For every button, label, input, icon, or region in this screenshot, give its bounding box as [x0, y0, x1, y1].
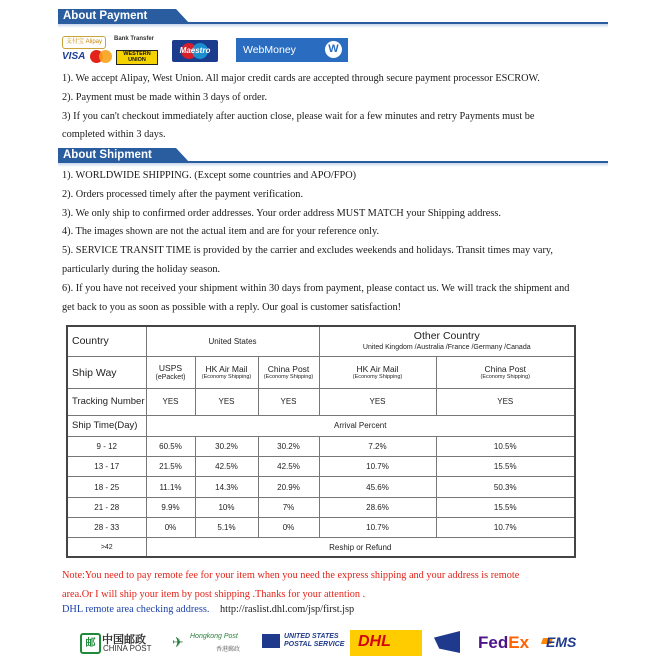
shipment-heading: About Shipment	[58, 148, 176, 163]
dhl-remote-area-line	[62, 604, 354, 615]
hongkong-post-logo: ✈ Hongkong Post 香港郵政	[172, 633, 241, 653]
mastercard-logo	[90, 50, 112, 63]
payment-line-4: completed within 3 days.	[62, 129, 166, 140]
table-row	[67, 477, 575, 497]
ship-time-label: Ship Time(Day)	[67, 415, 146, 436]
china-post-other-cell: China Post (Economy Shipping)	[436, 356, 575, 388]
tracking-label: Tracking Number	[67, 389, 146, 415]
bank-transfer-logo: Bank Transfer	[114, 36, 155, 42]
ems-logo: EMS	[542, 630, 590, 656]
table-row	[67, 497, 575, 517]
percent-cell: 30.2%	[195, 436, 258, 456]
remote-fee-note-line-1: Note:You need to pay remote fee for your item when you need the express shipping and your address is remote	[62, 570, 520, 581]
payment-heading: About Payment	[58, 9, 176, 24]
remote-fee-note-line-2: area.Or I will ship your item by post shipping .Thanks for your attention .	[62, 589, 366, 600]
webmoney-globe-icon: W	[325, 41, 342, 58]
reship-refund-cell: Reship or Refund	[146, 538, 575, 557]
range-cell: 9 - 12	[67, 436, 146, 456]
maestro-logo: Maestro	[172, 40, 218, 62]
range-cell: 13 - 17	[67, 457, 146, 477]
percent-cell: 50.3%	[436, 477, 575, 497]
range-cell: 28 - 33	[67, 517, 146, 537]
shipment-line-1: 1). WORLDWIDE SHIPPING. (Except some countries and APO/FPO)	[62, 170, 357, 181]
payment-line-2: 2). Payment must be made within 3 days of order.	[62, 92, 268, 103]
percent-cell: 15.5%	[436, 497, 575, 517]
usps-cell: USPS (ePacket)	[146, 356, 195, 388]
percent-cell: 10.7%	[436, 517, 575, 537]
other-country-list: United Kingdom /Australia /France /Germany /Canada	[362, 344, 531, 352]
table-row	[67, 457, 575, 477]
shipment-line-5: 5). SERVICE TRANSIT TIME is provided by the carrier and excludes weekends and holidays. Transit times may vary,	[62, 245, 553, 256]
percent-cell: 10.7%	[319, 517, 436, 537]
payment-logos	[62, 36, 362, 66]
table-row	[67, 326, 575, 356]
shipment-line-4: 4). The images shown are not the actual item and are for your reference only.	[62, 226, 380, 237]
hongkong-post-bird-icon: ✈	[172, 634, 184, 650]
table-row	[67, 389, 575, 415]
tracking-yes: YES	[258, 389, 319, 415]
china-post-emblem-icon: 邮	[80, 633, 101, 654]
dhl-remote-area-link[interactable]: http://raslist.dhl.com/jsp/first.jsp	[220, 604, 355, 615]
webmoney-logo: WebMoney W	[236, 38, 348, 62]
percent-cell: 9.9%	[146, 497, 195, 517]
shipment-line-6: particularly during the holiday season.	[62, 264, 221, 275]
shipment-line-8: get back to you as soon as possible with a reply. Our goal is customer satisfaction!	[62, 302, 402, 313]
western-union-logo: WESTERN UNION	[116, 50, 158, 65]
shipping-table	[66, 325, 576, 558]
tracking-yes: YES	[319, 389, 436, 415]
percent-cell: 10.7%	[319, 457, 436, 477]
percent-cell: 7.2%	[319, 436, 436, 456]
percent-cell: 14.3%	[195, 477, 258, 497]
fedex-logo: FedEx	[478, 633, 530, 652]
country-header: Country	[67, 326, 146, 356]
range-cell: 18 - 25	[67, 477, 146, 497]
arrival-percent-header: Arrival Percent	[146, 415, 575, 436]
percent-cell: 10%	[195, 497, 258, 517]
percent-cell: 7%	[258, 497, 319, 517]
shipment-line-7: 6). If you have not received your shipment within 30 days from payment, please contact us. We will track the shipment and	[62, 283, 570, 294]
hk-air-mail-cell: HK Air Mail (Economy Shipping)	[195, 356, 258, 388]
other-country-header: Other Country United Kingdom /Australia /France /Germany /Canada	[319, 326, 575, 356]
carrier-logos	[80, 630, 590, 656]
dhl-remote-area-label: DHL remote area checking address.	[62, 604, 210, 615]
range-cell: >42	[67, 538, 146, 557]
percent-cell: 42.5%	[195, 457, 258, 477]
percent-cell: 42.5%	[258, 457, 319, 477]
usps-eagle-logo	[428, 630, 468, 656]
percent-cell: 5.1%	[195, 517, 258, 537]
percent-cell: 15.5%	[436, 457, 575, 477]
eagle-icon	[434, 631, 460, 653]
percent-cell: 60.5%	[146, 436, 195, 456]
usps-eagle-icon	[262, 634, 280, 648]
table-row	[67, 356, 575, 388]
percent-cell: 10.5%	[436, 436, 575, 456]
table-row	[67, 538, 575, 557]
percent-cell: 11.1%	[146, 477, 195, 497]
table-row	[67, 436, 575, 456]
percent-cell: 21.5%	[146, 457, 195, 477]
visa-logo: VISA	[62, 51, 86, 62]
hk-air-mail-other-cell: HK Air Mail (Economy Shipping)	[319, 356, 436, 388]
shipment-line-3: 3). We only ship to confirmed order addresses. Your order address MUST MATCH your Shipping address.	[62, 208, 501, 219]
tracking-yes: YES	[195, 389, 258, 415]
dhl-logo: DHL	[350, 630, 422, 656]
united-states-header: United States	[146, 326, 319, 356]
percent-cell: 30.2%	[258, 436, 319, 456]
range-cell: 21 - 28	[67, 497, 146, 517]
usps-logo: UNITED STATES POSTAL SERVICE	[262, 630, 340, 656]
tracking-yes: YES	[146, 389, 195, 415]
payment-line-3: 3) If you can't checkout immediately after auction close, please wait for a few minutes and retry Payments must be	[62, 111, 535, 122]
shipment-section-header	[58, 148, 608, 163]
shipment-line-2: 2). Orders processed timely after the payment verification.	[62, 189, 304, 200]
ship-way-label: Ship Way	[67, 356, 146, 388]
tracking-yes: YES	[436, 389, 575, 415]
alipay-logo: 支付宝 Alipay	[62, 36, 106, 49]
table-row	[67, 415, 575, 436]
china-post-cell: China Post (Economy Shipping)	[258, 356, 319, 388]
percent-cell: 20.9%	[258, 477, 319, 497]
payment-section-header	[58, 9, 608, 24]
table-row	[67, 517, 575, 537]
percent-cell: 0%	[258, 517, 319, 537]
percent-cell: 0%	[146, 517, 195, 537]
percent-cell: 28.6%	[319, 497, 436, 517]
percent-cell: 45.6%	[319, 477, 436, 497]
china-post-logo: 邮 中国邮政 CHINA POST	[80, 630, 150, 656]
payment-line-1: 1). We accept Alipay, West Union. All major credit cards are accepted through secure payment processor ESCROW.	[62, 73, 540, 84]
